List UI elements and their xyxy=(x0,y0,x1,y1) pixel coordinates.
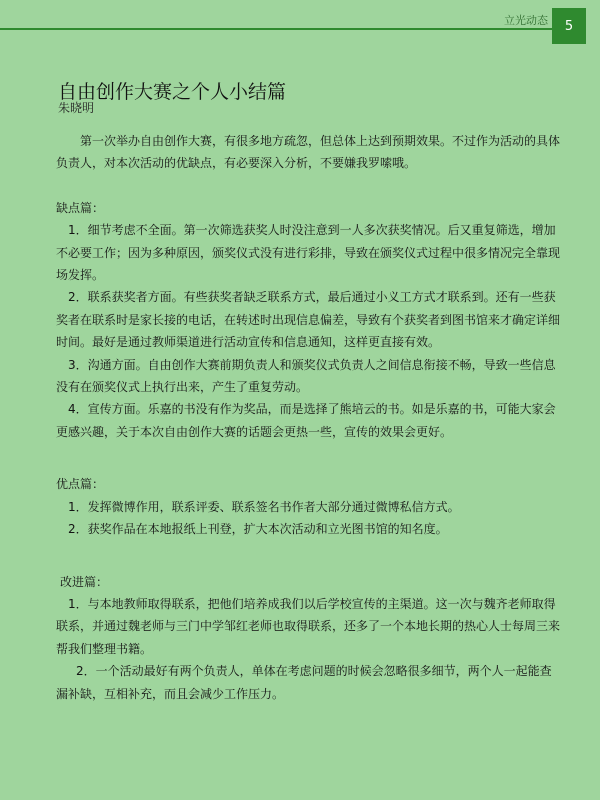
improvements-heading: 改进篇： xyxy=(60,574,109,589)
shortcomings-heading: 缺点篇： xyxy=(56,200,105,215)
header-rule xyxy=(0,28,552,30)
intro-paragraph: 第一次举办自由创作大赛，有很多地方疏忽，但总体上达到预期效果。不过作为活动的具体负责人，对本次活动的优缺点，有必要深入分析，不要嫌我罗嗦哦。 xyxy=(56,134,561,171)
section-label: 立光动态 xyxy=(504,14,548,27)
strengths-heading: 优点篇： xyxy=(56,477,105,492)
shortcoming-item: 3．沟通方面。自由创作大赛前期负责人和颁奖仪式负责人之间信息衔接不畅，导致一些信息没有在颁奖仪式上执行出来，产生了重复劳动。 xyxy=(56,357,556,395)
page-number-badge: 5 xyxy=(552,8,586,44)
shortcoming-item: 1．细节考虑不全面。第一次筛选获奖人时没注意到一人多次获奖情况。后又重复筛选，增加不必要工作；因为多种原因，颁奖仪式没有进行彩排，导致在颁奖仪式过程中很多情况完全靠现场发挥。 xyxy=(56,223,561,283)
article-author: 朱晓明 xyxy=(58,101,95,115)
article-body xyxy=(56,130,560,705)
strength-item: 1．发挥微博作用，联系评委、联系签名书作者大部分通过微博私信方式。 xyxy=(68,499,460,514)
shortcoming-item: 4．宣传方面。乐嘉的书没有作为奖品，而是选择了熊培云的书。如是乐嘉的书，可能大家会更感兴趣，关于本次自由创作大赛的话题会更热一些，宣传的效果会更好。 xyxy=(56,402,556,439)
article-title: 自由创作大赛之个人小结篇 xyxy=(58,80,287,103)
strength-item: 2．获奖作品在本地报纸上刊登，扩大本次活动和立光图书馆的知名度。 xyxy=(68,522,448,537)
improvement-item: 2．一个活动最好有两个负责人，单体在考虑问题的时候会忽略很多细节，两个人一起能查漏补缺，互相补充，而且会减少工作压力。 xyxy=(56,664,552,701)
improvement-item: 1．与本地教师取得联系，把他们培养成我们以后学校宣传的主渠道。这一次与魏齐老师取得联系，并通过魏老师与三门中学邹红老师也取得联系，还多了一个本地长期的热心人士每周三来帮我们整理书籍。 xyxy=(56,596,561,656)
shortcoming-item: 2．联系获奖者方面。有些获奖者缺乏联系方式，最后通过小义工方式才联系到。还有一些获奖者在联系时是家长接的电话，在转述时出现信息偏差，导致有个获奖者到图书馆来才确定详细时间。最好是通过教师渠道进行活动宣传和信息通知，这样更直接有效。 xyxy=(56,290,561,350)
